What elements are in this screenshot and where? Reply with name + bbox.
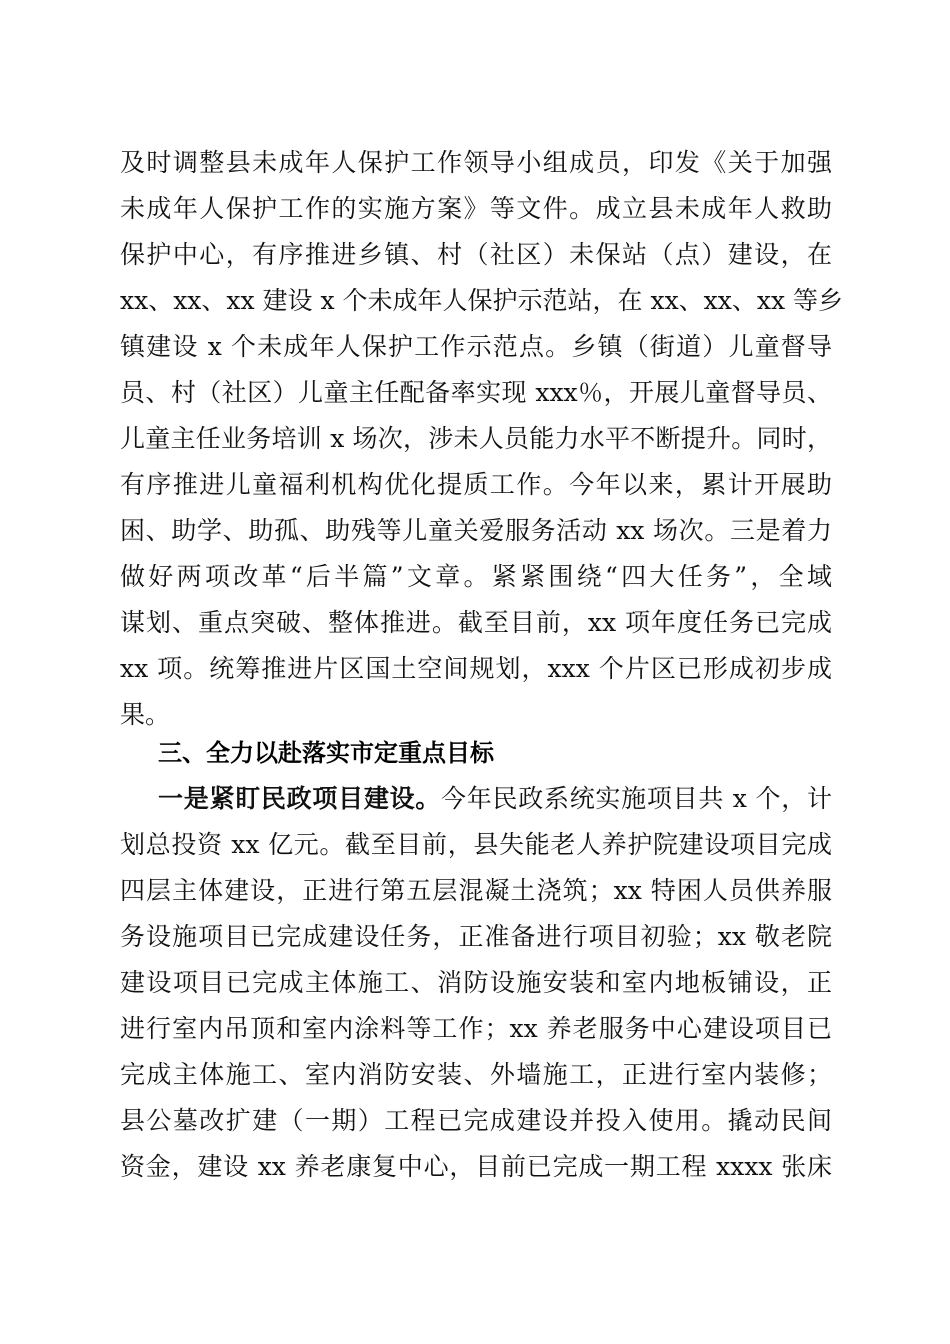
body-text-line: 进行室内吊顶和室内涂料等工作；xx 养老服务中心建设项目已 bbox=[120, 1014, 832, 1043]
paragraph-lead: 一是紧盯民政项目建设。 bbox=[158, 784, 442, 813]
paragraph-first-line-text: 今年民政系统实施项目共 x 个，计 bbox=[441, 784, 832, 813]
body-text-line: 镇建设 x 个未成年人保护工作示范点。乡镇（街道）儿童督导 bbox=[120, 332, 832, 361]
section-heading: 三、全力以赴落实市定重点目标 bbox=[158, 739, 494, 767]
body-text-line: 做好两项改革“后半篇”文章。紧紧围绕“四大任务”，全域 bbox=[120, 562, 832, 591]
body-text-line: 果。 bbox=[120, 700, 171, 729]
body-text-line: xx 项。统筹推进片区国土空间规划，xxx 个片区已形成初步成 bbox=[120, 654, 832, 683]
body-text-line: xx、xx、xx 建设 x 个未成年人保护示范站，在 xx、xx、xx 等乡 bbox=[120, 286, 844, 315]
body-text-line: 县公墓改扩建（一期）工程已完成建设并投入使用。撬动民间 bbox=[120, 1106, 832, 1135]
body-text-line: 及时调整县未成年人保护工作领导小组成员，印发《关于加强 bbox=[120, 148, 832, 177]
body-text-line: 未成年人保护工作的实施方案》等文件。成立县未成年人救助 bbox=[120, 194, 832, 223]
body-text-line: 务设施项目已完成建设任务，正准备进行项目初验；xx 敬老院 bbox=[120, 922, 832, 951]
body-text-line: 资金，建设 xx 养老康复中心，目前已完成一期工程 xxxx 张床 bbox=[120, 1152, 832, 1181]
body-text-line: 建设项目已完成主体施工、消防设施安装和室内地板铺设，正 bbox=[120, 968, 832, 997]
body-text-line: 完成主体施工、室内消防安装、外墙施工，正进行室内装修； bbox=[120, 1060, 832, 1089]
paragraph-first-line bbox=[158, 776, 832, 822]
body-text-line: 有序推进儿童福利机构优化提质工作。今年以来，累计开展助 bbox=[120, 470, 832, 499]
body-text-line: 划总投资 xx 亿元。截至目前，县失能老人养护院建设项目完成 bbox=[120, 830, 832, 859]
body-text-line: 员、村（社区）儿童主任配备率实现 xxx％，开展儿童督导员、 bbox=[120, 378, 832, 407]
body-text-line: 困、助学、助孤、助残等儿童关爱服务活动 xx 场次。三是着力 bbox=[120, 516, 832, 545]
body-text-line: 儿童主任业务培训 x 场次，涉未人员能力水平不断提升。同时， bbox=[120, 424, 832, 453]
body-text-line: 谋划、重点突破、整体推进。截至目前，xx 项年度任务已完成 bbox=[120, 608, 832, 637]
body-text-line: 四层主体建设，正进行第五层混凝土浇筑；xx 特困人员供养服 bbox=[120, 876, 832, 905]
body-text-line: 保护中心，有序推进乡镇、村（社区）未保站（点）建设，在 bbox=[120, 240, 832, 269]
